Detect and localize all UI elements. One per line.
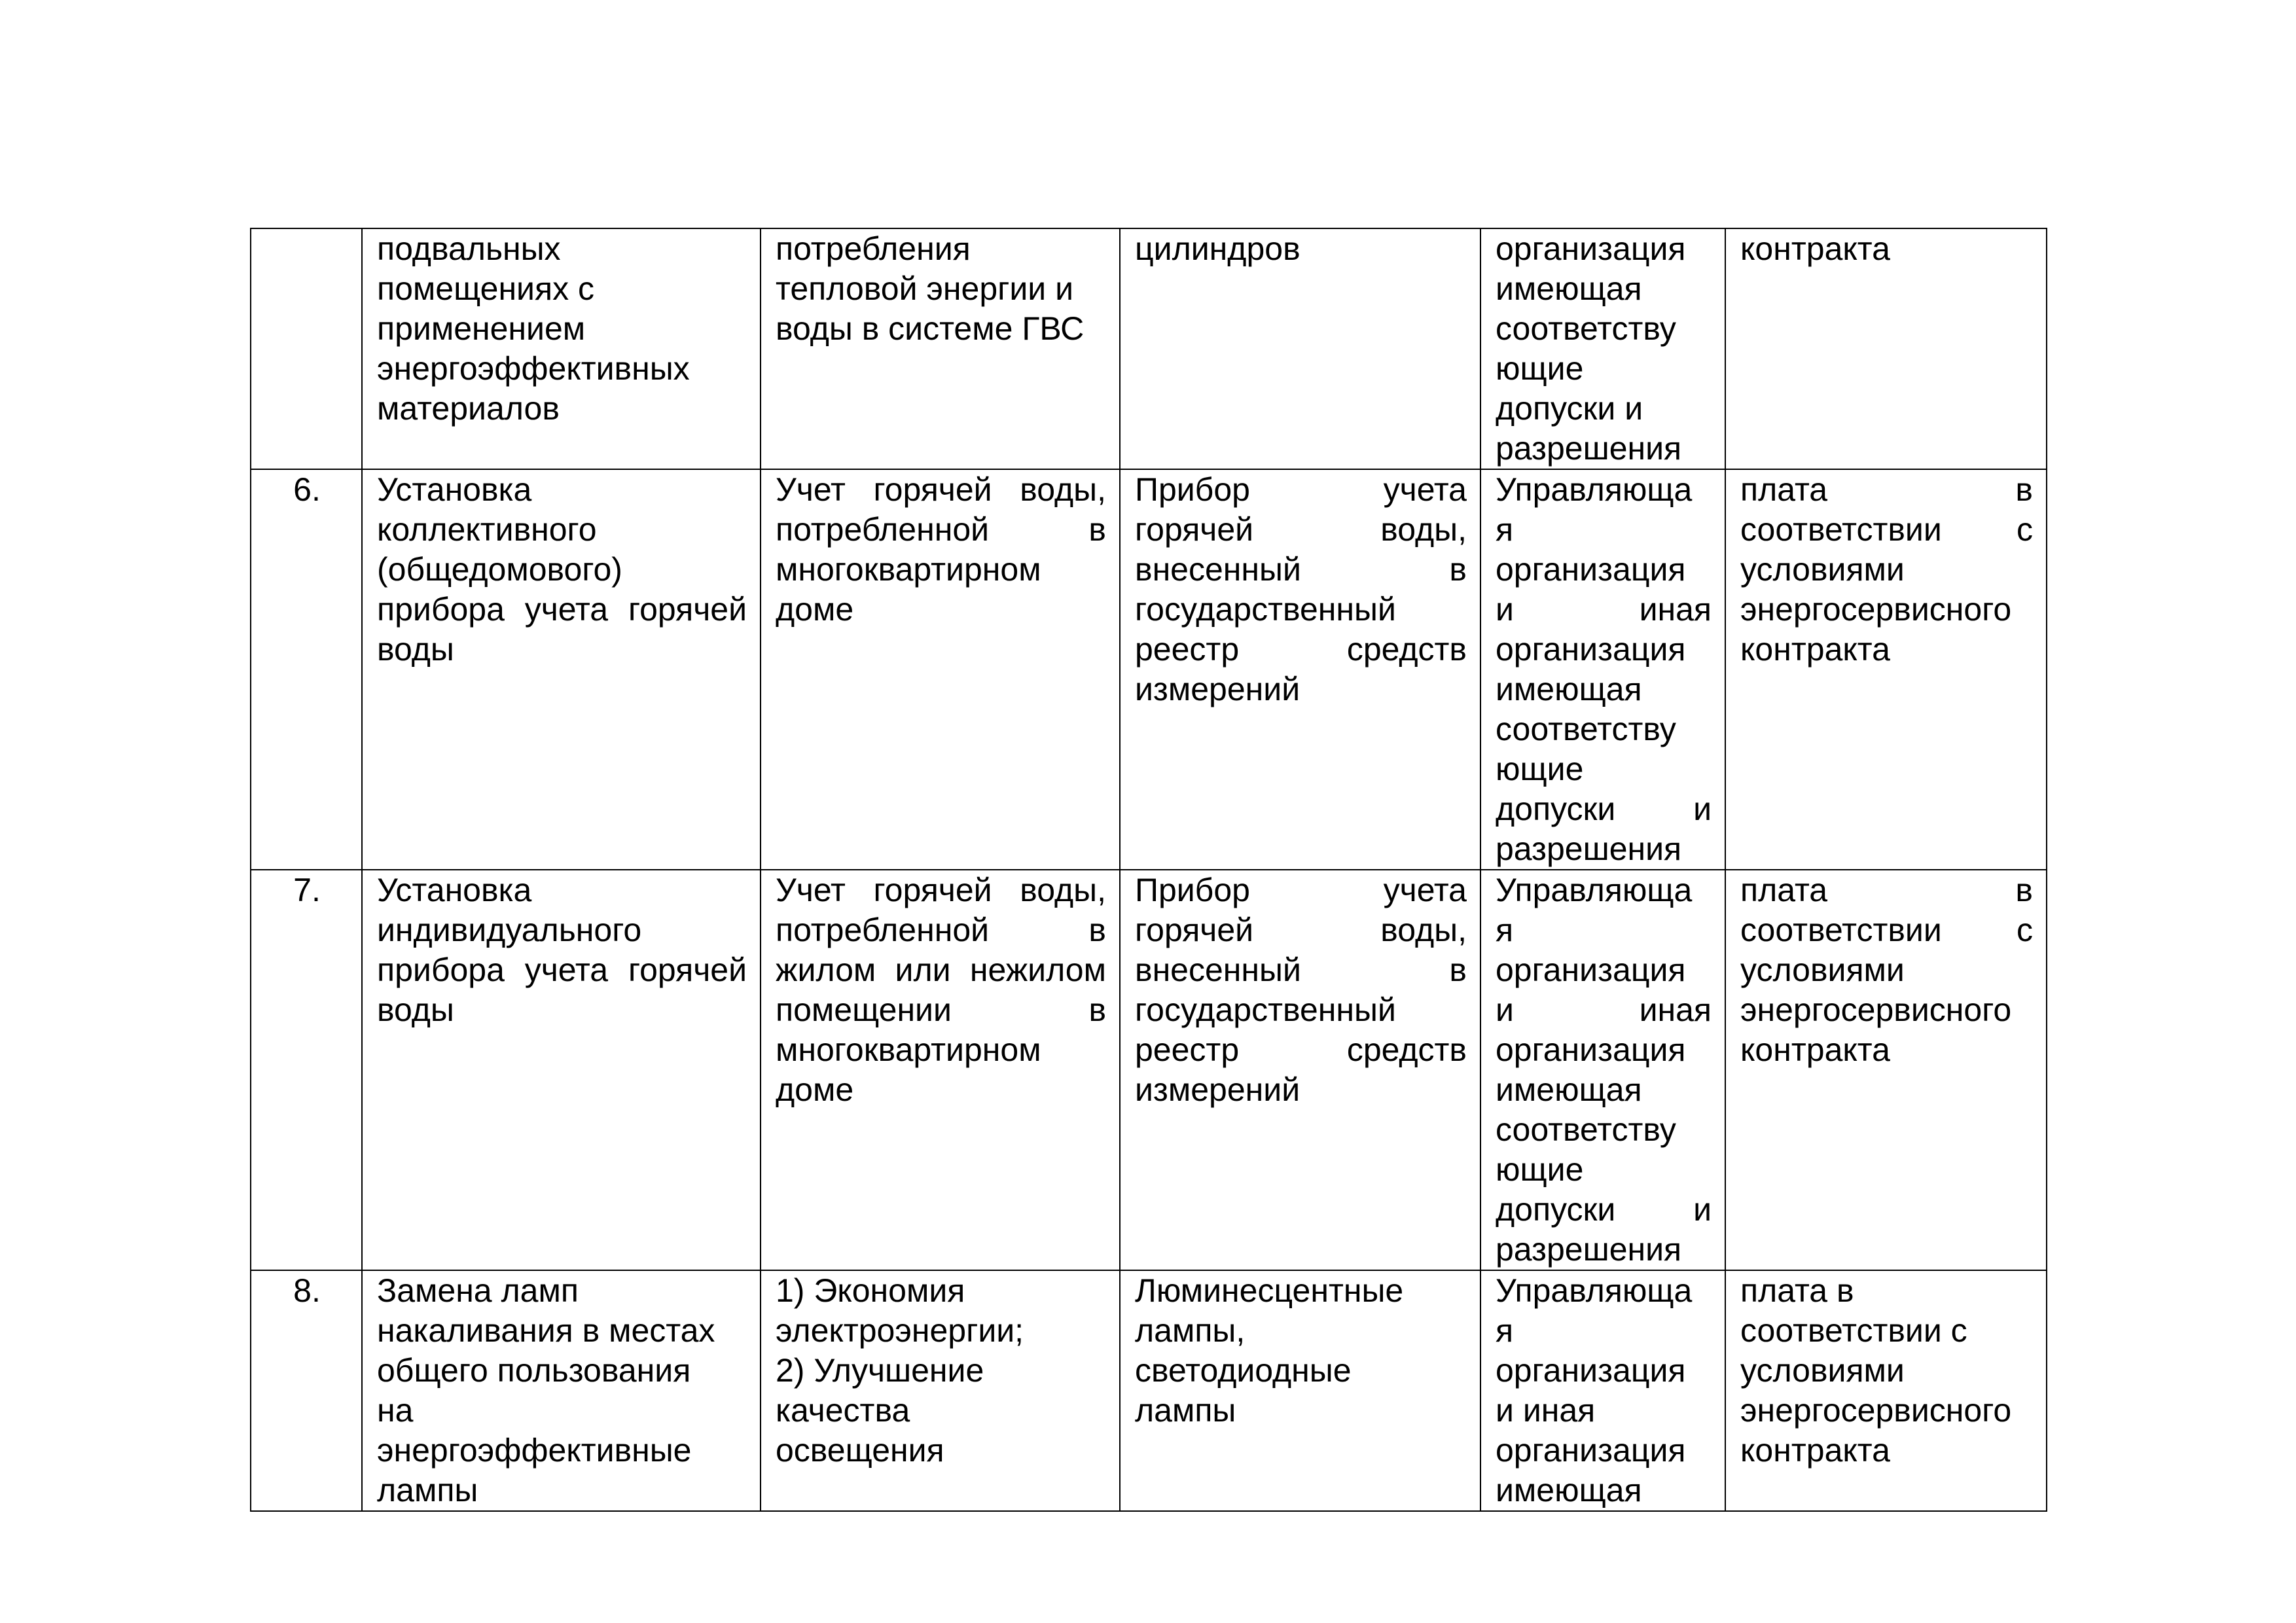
row-number: 8. [251, 1270, 362, 1511]
result-cell: Учет горячей воды, потребленной в жилом или нежилом помещении в многоквартирном доме [761, 870, 1120, 1270]
measure-cell: подвальных помещениях с применением энергоэффективных материалов [362, 228, 761, 469]
measure-cell: Установка индивидуального прибора учета горячей воды [362, 870, 761, 1270]
equipment-cell: Прибор учета горячей воды, внесенный в государственный реестр средств измерений [1120, 469, 1480, 870]
equipment-cell: Прибор учета горячей воды, внесенный в государственный реестр средств измерений [1120, 870, 1480, 1270]
measures-table [250, 228, 2047, 1512]
equipment-cell: Люминесцентные лампы, светодиодные лампы [1120, 1270, 1480, 1511]
table-row [251, 228, 2047, 469]
equipment-cell: цилиндров [1120, 228, 1480, 469]
executor-cell: Управляюща я организация и иная организация имеющая [1480, 1270, 1725, 1511]
result-cell: 1) Экономия электроэнергии; 2) Улучшение качества освещения [761, 1270, 1120, 1511]
row-number: 6. [251, 469, 362, 870]
executor-cell: организация имеющая соответству ющие допуски и разрешения [1480, 228, 1725, 469]
row-number: 7. [251, 870, 362, 1270]
financing-cell: плата в соответствии с условиями энергосервисного контракта [1725, 1270, 2047, 1511]
measure-cell: Замена ламп накаливания в местах общего пользования на энергоэффективные лампы [362, 1270, 761, 1511]
table-row [251, 1270, 2047, 1511]
financing-cell: плата в соответствии с условиями энергосервисного контракта [1725, 469, 2047, 870]
row-number [251, 228, 362, 469]
table-row [251, 870, 2047, 1270]
financing-cell: контракта [1725, 228, 2047, 469]
measure-cell: Установка коллективного (общедомового) прибора учета горячей воды [362, 469, 761, 870]
executor-cell: Управляюща я организация и иная организация имеющая соответству ющие допуски и разрешения [1480, 870, 1725, 1270]
table-row [251, 469, 2047, 870]
result-cell: Учет горячей воды, потребленной в многоквартирном доме [761, 469, 1120, 870]
result-cell: потребления тепловой энергии и воды в системе ГВС [761, 228, 1120, 469]
financing-cell: плата в соответствии с условиями энергосервисного контракта [1725, 870, 2047, 1270]
executor-cell: Управляюща я организация и иная организация имеющая соответству ющие допуски и разрешения [1480, 469, 1725, 870]
